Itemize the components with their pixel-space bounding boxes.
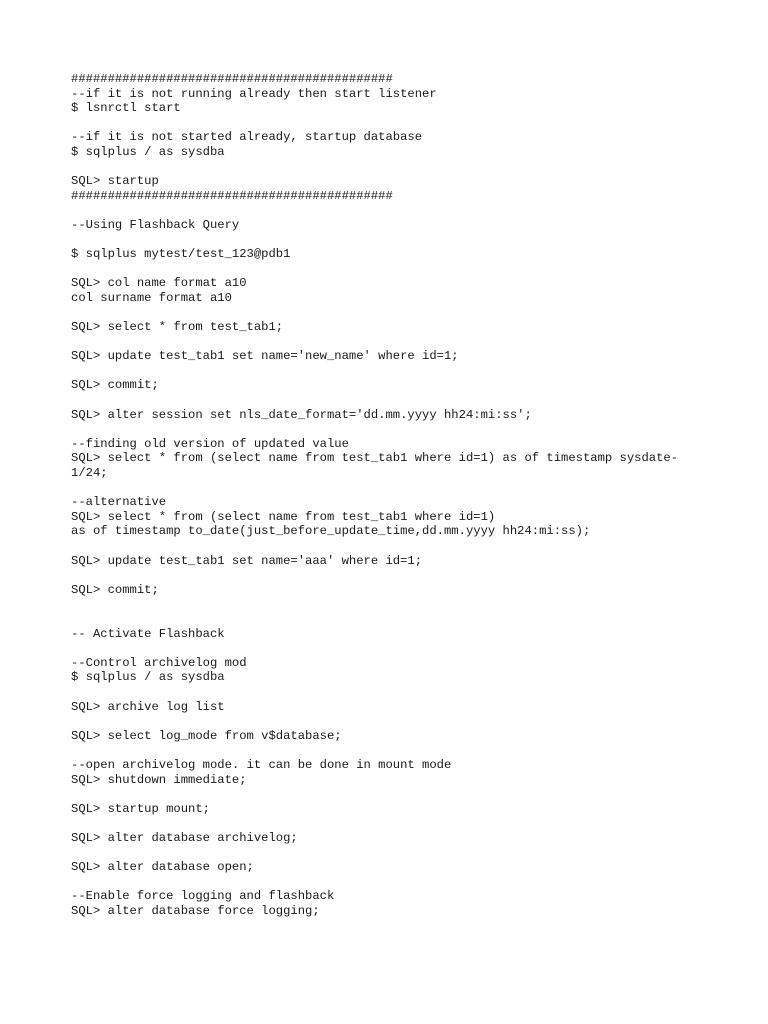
blank-line	[71, 393, 751, 408]
text-line: col surname format a10	[71, 290, 232, 305]
text-line: SQL> col name format a10	[71, 276, 247, 291]
text-line: 1/24;	[71, 466, 108, 481]
text-line: -- Activate Flashback	[71, 626, 225, 641]
text-line: --if it is not running already then start listener	[71, 86, 437, 101]
blank-line	[71, 160, 751, 175]
text-line: SQL> update test_tab1 set name='new_name' where id=1;	[71, 349, 459, 364]
blank-line	[71, 262, 751, 277]
blank-line	[71, 612, 751, 627]
text-line: SQL> commit;	[71, 378, 159, 393]
text-line: --if it is not started already, startup database	[71, 130, 423, 145]
text-line: SQL> commit;	[71, 582, 159, 597]
text-line: $ sqlplus / as sysdba	[71, 144, 225, 159]
blank-line	[71, 203, 751, 218]
text-line: --Using Flashback Query	[71, 217, 240, 232]
text-line: SQL> startup	[71, 174, 159, 189]
text-line: --Control archivelog mod	[71, 655, 247, 670]
text-line: --open archivelog mode. it can be done in mount mode	[71, 757, 452, 772]
text-line: SQL> select * from (select name from test_tab1 where id=1)	[71, 509, 496, 524]
blank-line	[71, 568, 751, 583]
text-line: SQL> alter session set nls_date_format='dd.mm.yyyy hh24:mi:ss';	[71, 407, 532, 422]
blank-line	[71, 875, 751, 890]
text-line: SQL> alter database archivelog;	[71, 830, 298, 845]
text-line: ############################################	[71, 72, 393, 86]
text-line: $ lsnrctl start	[71, 101, 181, 116]
blank-line	[71, 685, 751, 700]
blank-line	[71, 845, 751, 860]
blank-line	[71, 597, 751, 612]
blank-line	[71, 539, 751, 554]
blank-line	[71, 714, 751, 729]
text-line: SQL> update test_tab1 set name='aaa' where id=1;	[71, 553, 423, 568]
text-line: SQL> shutdown immediate;	[71, 772, 247, 787]
blank-line	[71, 422, 751, 437]
text-line: SQL> archive log list	[71, 699, 225, 714]
blank-line	[71, 787, 751, 802]
text-line: as of timestamp to_date(just_before_update_time,dd.mm.yyyy hh24:mi:ss);	[71, 524, 591, 539]
text-line: SQL> alter database force logging;	[71, 903, 320, 918]
text-line: SQL> select log_mode from v$database;	[71, 728, 342, 743]
text-line: --alternative	[71, 495, 167, 510]
text-line: SQL> alter database open;	[71, 860, 254, 875]
document-body	[71, 72, 751, 918]
text-line: $ sqlplus mytest/test_123@pdb1	[71, 247, 291, 262]
text-line: $ sqlplus / as sysdba	[71, 670, 225, 685]
text-line: ############################################	[71, 188, 393, 203]
blank-line	[71, 816, 751, 831]
blank-line	[71, 233, 751, 248]
text-line: --Enable force logging and flashback	[71, 889, 335, 904]
text-line: SQL> select * from test_tab1;	[71, 320, 284, 335]
text-line: SQL> startup mount;	[71, 801, 210, 816]
text-line: SQL> select * from (select name from test_tab1 where id=1) as of timestamp sysdate-	[71, 451, 679, 466]
blank-line	[71, 641, 751, 656]
blank-line	[71, 335, 751, 350]
blank-line	[71, 364, 751, 379]
blank-line	[71, 481, 751, 496]
blank-line	[71, 116, 751, 131]
blank-line	[71, 743, 751, 758]
text-line: --finding old version of updated value	[71, 436, 349, 451]
blank-line	[71, 306, 751, 321]
